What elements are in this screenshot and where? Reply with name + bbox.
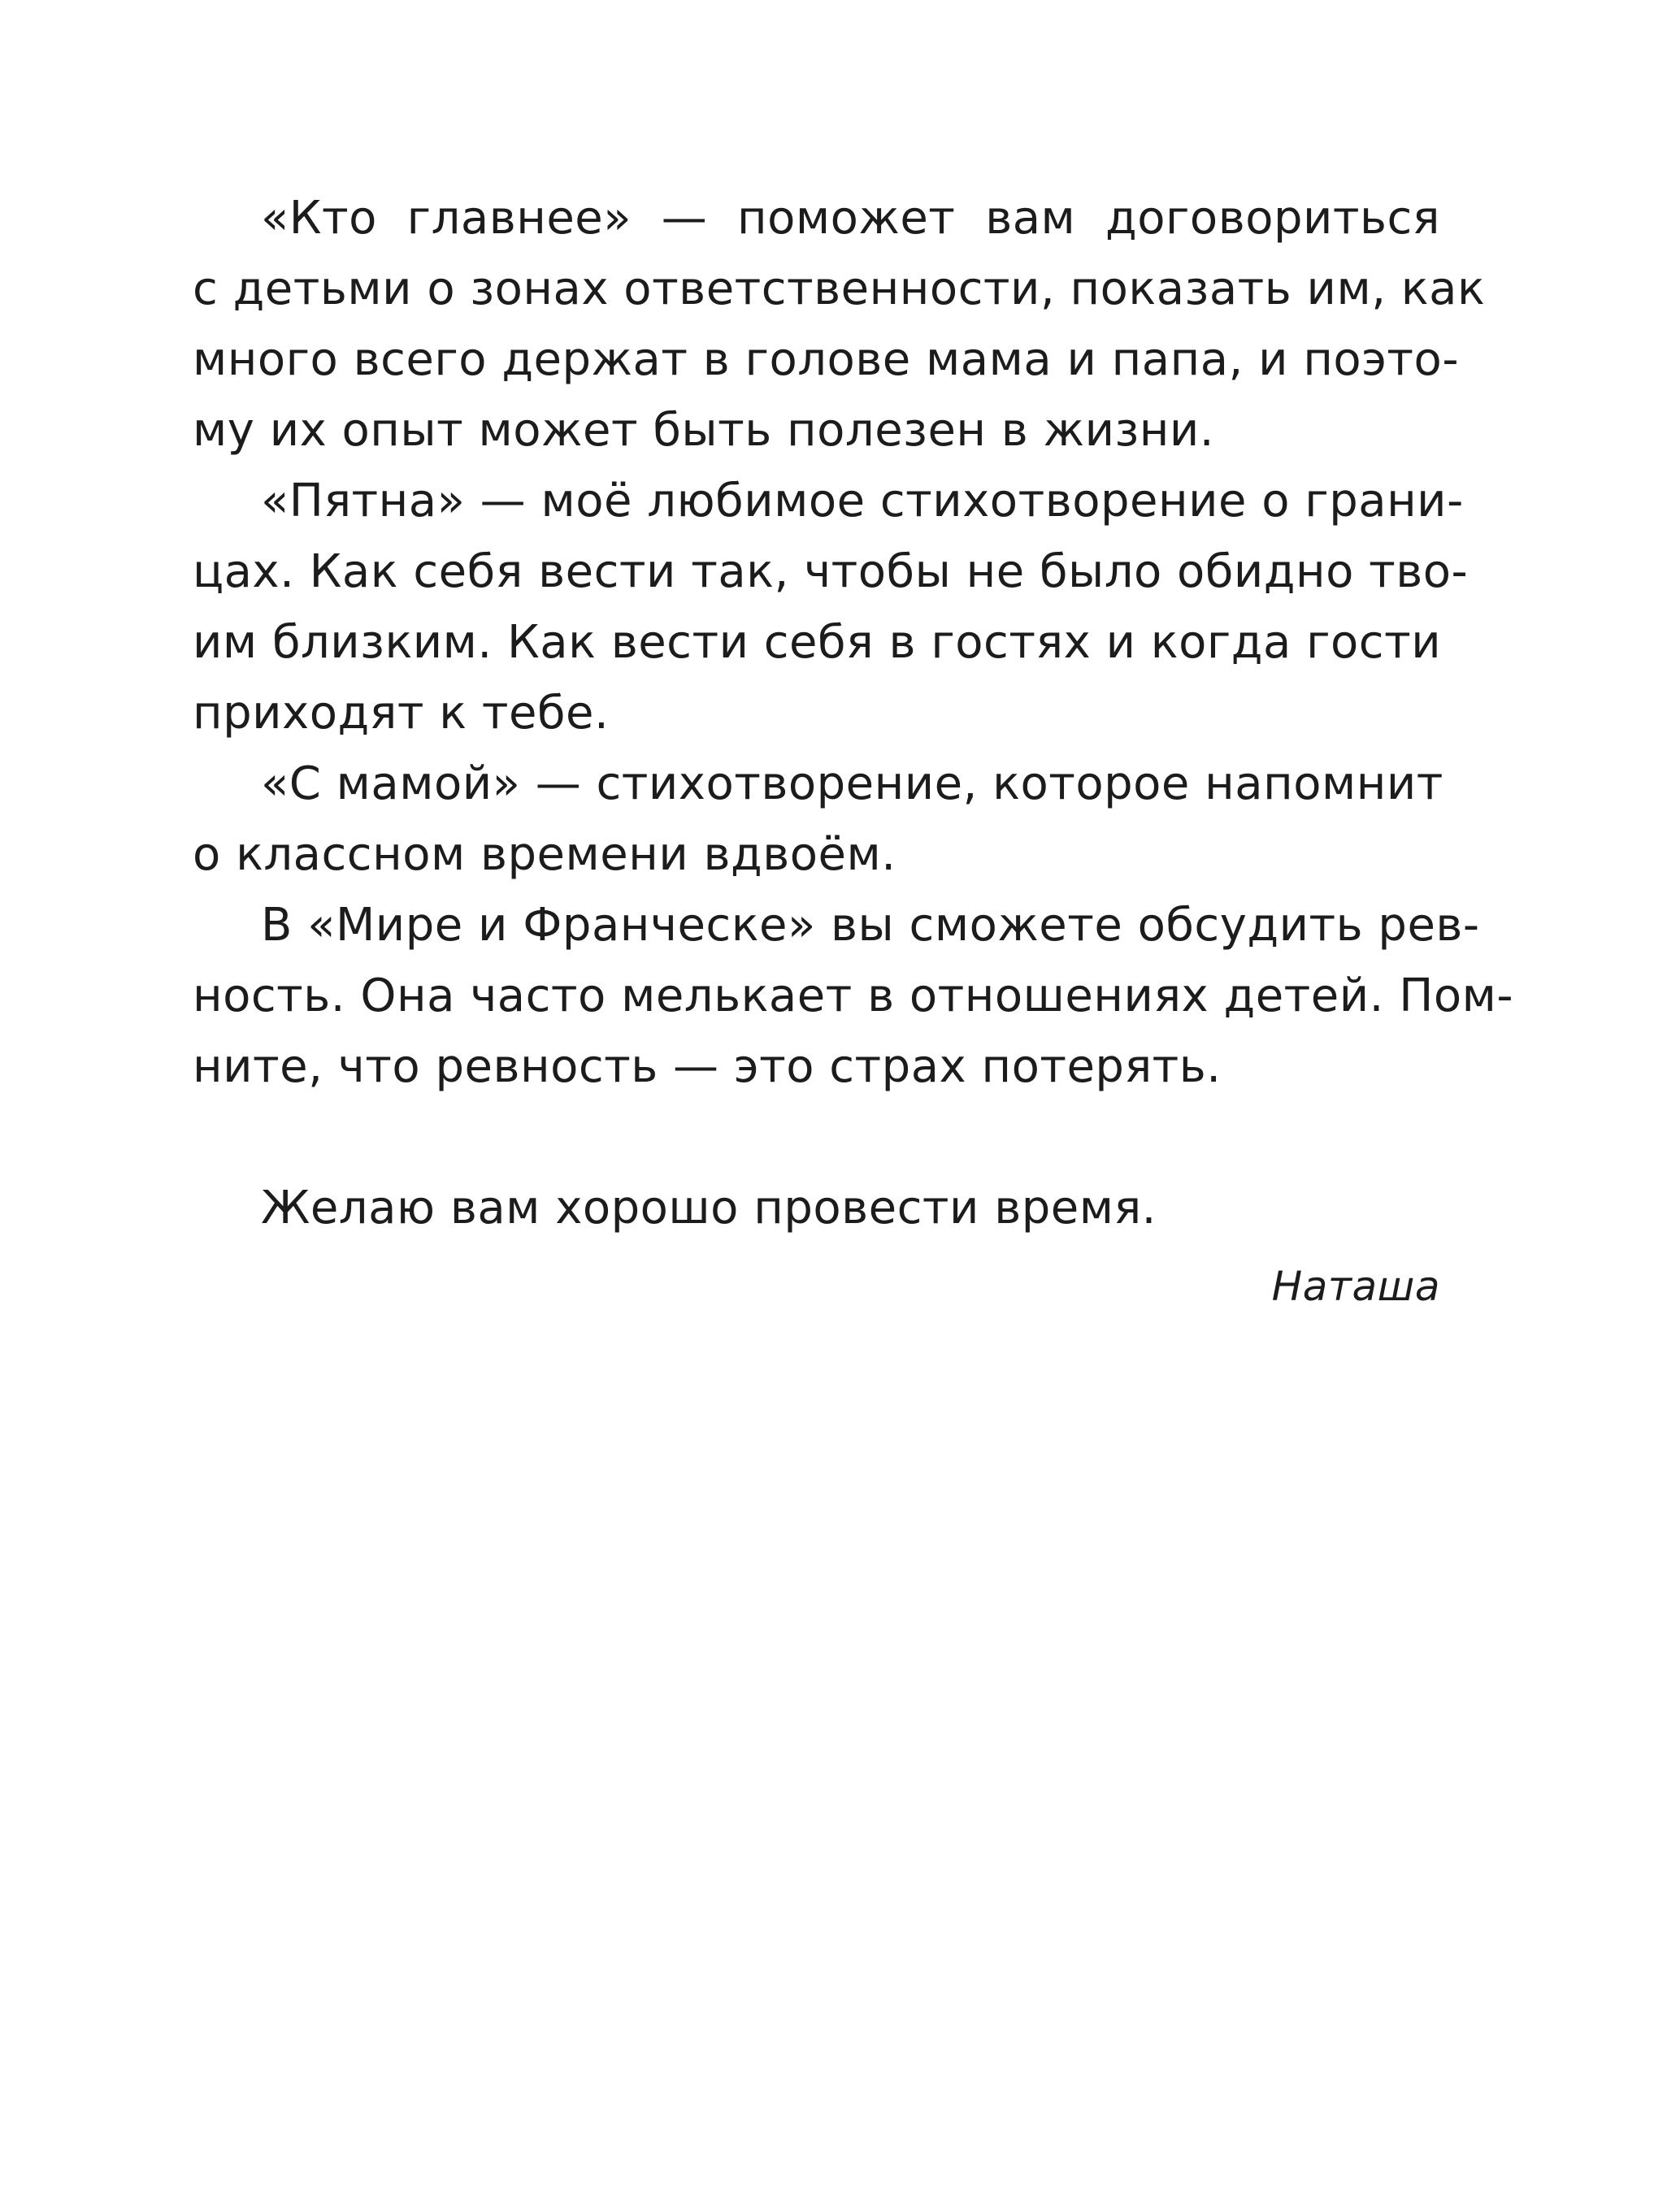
text-line: с детьми о зонах ответственности, показать им, как: [193, 262, 1486, 315]
text-line: «Кто главнее» — поможет вам договориться: [261, 192, 1440, 245]
paragraph-gap: [193, 1102, 1440, 1173]
text-line: много всего держат в голове мама и папа, и поэто-: [193, 333, 1460, 386]
paragraph-kto-glavnee: [193, 183, 1486, 466]
paragraph-mira-i-francheska: [193, 890, 1514, 1102]
closing-line: Желаю вам хорошо провести время.: [261, 1182, 1157, 1234]
paragraph-s-mamoy: [193, 748, 1443, 890]
text-line: цах. Как себя вести так, чтобы не было обидно тво-: [193, 545, 1469, 598]
text-line: им близким. Как вести себя в гостях и когда гости: [193, 616, 1442, 669]
text-line: ность. Она часто мелькает в отношениях детей. Пом-: [193, 970, 1514, 1022]
signature: Наташа: [1271, 1263, 1440, 1310]
paragraph-pyatna: [193, 466, 1469, 748]
text-line: ните, что ревность — это страх потерять.: [193, 1040, 1222, 1093]
text-line: приходят к тебе.: [193, 687, 610, 740]
text-line: В «Мире и Франческе» вы сможете обсудить рев-: [261, 899, 1480, 952]
text-line: «С мамой» — стихотворение, которое напомнит: [261, 757, 1443, 810]
text-line: о классном времени вдвоём.: [193, 828, 896, 881]
document-page: [193, 183, 1514, 1322]
text-line: му их опыт может быть полезен в жизни.: [193, 404, 1215, 457]
text-line: «Пятна» — моё любимое стихотворение о грани-: [261, 475, 1464, 527]
